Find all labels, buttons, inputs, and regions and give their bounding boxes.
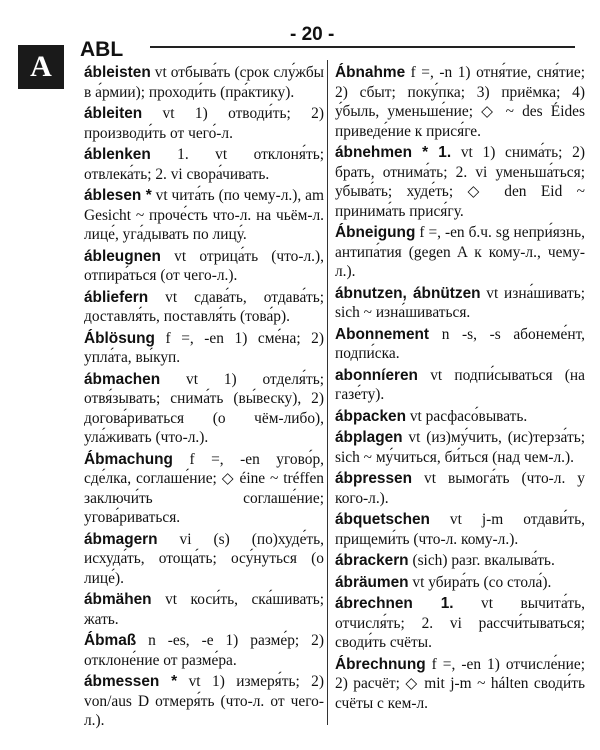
dictionary-entry [84,63,324,102]
entry-headword: Abonnement [335,325,430,343]
entry-definition: 1. vt отклоня́ть; отвлека́ть; 2. vi свора́чивать. [84,146,324,183]
dictionary-entry [335,63,585,141]
dictionary-entry [335,325,585,364]
entry-headword: ábplagen [335,429,403,446]
entry-headword: ábleiten [84,105,143,122]
entry-definition: f =, -en б.ч. sg непри́язнь, антипа́тия (gegen A к кому-л., чему-л.). [335,224,585,280]
entry-definition: f =, -en 1) сме́на; 2) упла́та, вы́куп. [84,329,324,366]
entry-headword: ábmagern [84,530,158,548]
entry-definition: n -s, -s абонеме́нт, подпи́ска. [335,325,585,362]
entry-headword: ábmähen [84,591,152,608]
dictionary-entry [84,145,324,184]
dictionary-entry [84,530,324,589]
entry-definition: vt вычита́ть, отчисля́ть; 2. vi рассчи́тываться; своди́ть счёты. [335,595,585,651]
entry-definition: vt коси́ть, ска́шивать; жать. [84,591,324,628]
dictionary-entry [84,247,324,286]
entry-headword: ábliefern [84,288,149,306]
dictionary-entry [335,223,585,282]
entry-definition: vt отрица́ть (что-л.), отпира́ться (от чего-л.). [84,247,324,284]
dictionary-entry [84,590,324,629]
entry-headword: ábleisten [84,64,151,81]
entry-headword: Ábmachung [84,450,173,468]
entry-headword: ábrackern [335,552,409,569]
entry-headword: abonníeren [335,366,418,384]
entry-headword: áblenken [84,146,151,163]
entry-definition: vt изна́шивать; sich ~ изна́шиваться. [335,284,585,321]
entry-definition: vt сдава́ть, отдава́ть; доставля́ть, поставля́ть (това́р). [84,288,324,325]
dictionary-entry [335,469,585,508]
dictionary-entry [335,510,585,549]
entry-definition: n -es, -e 1) разме́р; 2) отклоне́ние от разме́ра. [84,632,324,669]
dictionary-entry [335,366,585,405]
running-headword: ABL [80,38,124,61]
dictionary-entry [84,186,324,245]
entry-definition: f =, -en 1) отчисле́ние; 2) расчёт; ◇ mit j-m ~ hálten своди́ть счёты с кем-л. [335,655,585,712]
dictionary-entry [335,428,585,467]
dictionary-entry [84,450,324,528]
letter-tab: A [18,45,64,89]
dictionary-entry [84,329,324,368]
entry-headword: áblesen * [84,187,152,204]
entry-headword: Ábneigung [335,224,416,241]
entry-definition: vt 1) отводи́ть; 2) производи́ть от чего́-л. [84,105,324,142]
entry-headword: ábquetschen [335,511,430,528]
entry-definition: vt 1) снима́ть; 2) брать, отнима́ть; 2. vi уменьша́ться; убыва́ть; худе́ть; ◇ den Eid ~ принима́ть прися́гу. [335,144,585,220]
dictionary-entry [335,284,585,323]
dictionary-entry [84,672,324,731]
entry-definition: (sich) разг. вкалыва́ть. [408,552,555,569]
entry-headword: ábmachen [84,370,161,388]
entry-definition: vt расфасо́вывать. [406,407,528,425]
right-column [335,63,585,715]
entry-definition: vt вымога́ть (что-л. у кого-л.). [335,470,585,507]
entry-headword: Ábrechnung [335,655,426,673]
dictionary-entry [335,143,585,221]
entry-definition: vt 1) отделя́ть; отвя́зывать; снима́ть (вы́веску), 2) догова́риваться (о чём-либо), ула́живать (что-л.). [84,370,324,446]
dictionary-entry [84,104,324,143]
dictionary-entry [335,594,585,653]
entry-definition: vt подпи́сываться (на газе́ту). [335,366,585,403]
dictionary-entry [84,370,324,448]
entry-definition: vi (s) (по)худе́ть, исхуда́ть, отоща́ть; осу́нуться (о лице́). [84,530,324,587]
entry-headword: ábleugnen [84,247,161,265]
entry-headword: ábnehmen * 1. [335,144,452,161]
dictionary-entry [335,573,585,593]
header-rule [150,46,575,48]
entry-headword: ábpacken [335,407,407,425]
entry-headword: ábpressen [335,470,412,487]
left-column [84,63,324,733]
entry-headword: ábnutzen, ábnützen [335,284,481,302]
dictionary-entry [335,655,585,714]
entry-headword: ábmessen * [84,673,178,690]
entry-definition: vt j-m отдави́ть, прищеми́ть (что-л. кому-л.). [335,511,585,548]
entry-headword: ábräumen [335,573,409,591]
page-number: - 20 - [290,24,335,45]
dictionary-entry [84,631,324,670]
column-divider [327,60,328,725]
entry-definition: vt чита́ть (по чему-л.), am Gesicht ~ проче́сть что-л. на чьём-л. лице́, уга́дывать по лицу́. [84,187,324,243]
entry-headword: Ábmaß [84,632,137,649]
dictionary-entry [335,551,585,571]
entry-definition: f =, -en угово́р, сде́лка, соглаше́ние; ◇ éine ~ tréffen заключи́ть соглаше́ние; угова́риваться. [84,450,324,526]
entry-definition: vt (из)му́чить, (ис)терза́ть; sich ~ му́читься, би́ться (над чем-л.). [335,429,585,466]
dictionary-entry [84,288,324,327]
entry-definition: vt убира́ть (со стола́). [408,573,552,591]
entry-definition: f =, -n 1) отня́тие, сня́тие; 2) сбыт; поку́пка; 3) приёмка; 4) у́быль, уменьше́ние; ◇ ~ des Éides приведе́ние к прися́ге. [335,64,585,140]
entry-headword: ábrechnen 1. [335,595,454,612]
entry-definition: vt отбыва́ть (срок слу́жбы в а́рмии); проходи́ть (пра́ктику). [84,64,324,101]
entry-headword: Áblösung [84,329,155,347]
entry-headword: Ábnahme [335,64,406,81]
dictionary-entry [335,407,585,427]
entry-definition: vt 1) измеря́ть; 2) von/aus D отмеря́ть (что-л. от чего-л.). [84,673,324,729]
